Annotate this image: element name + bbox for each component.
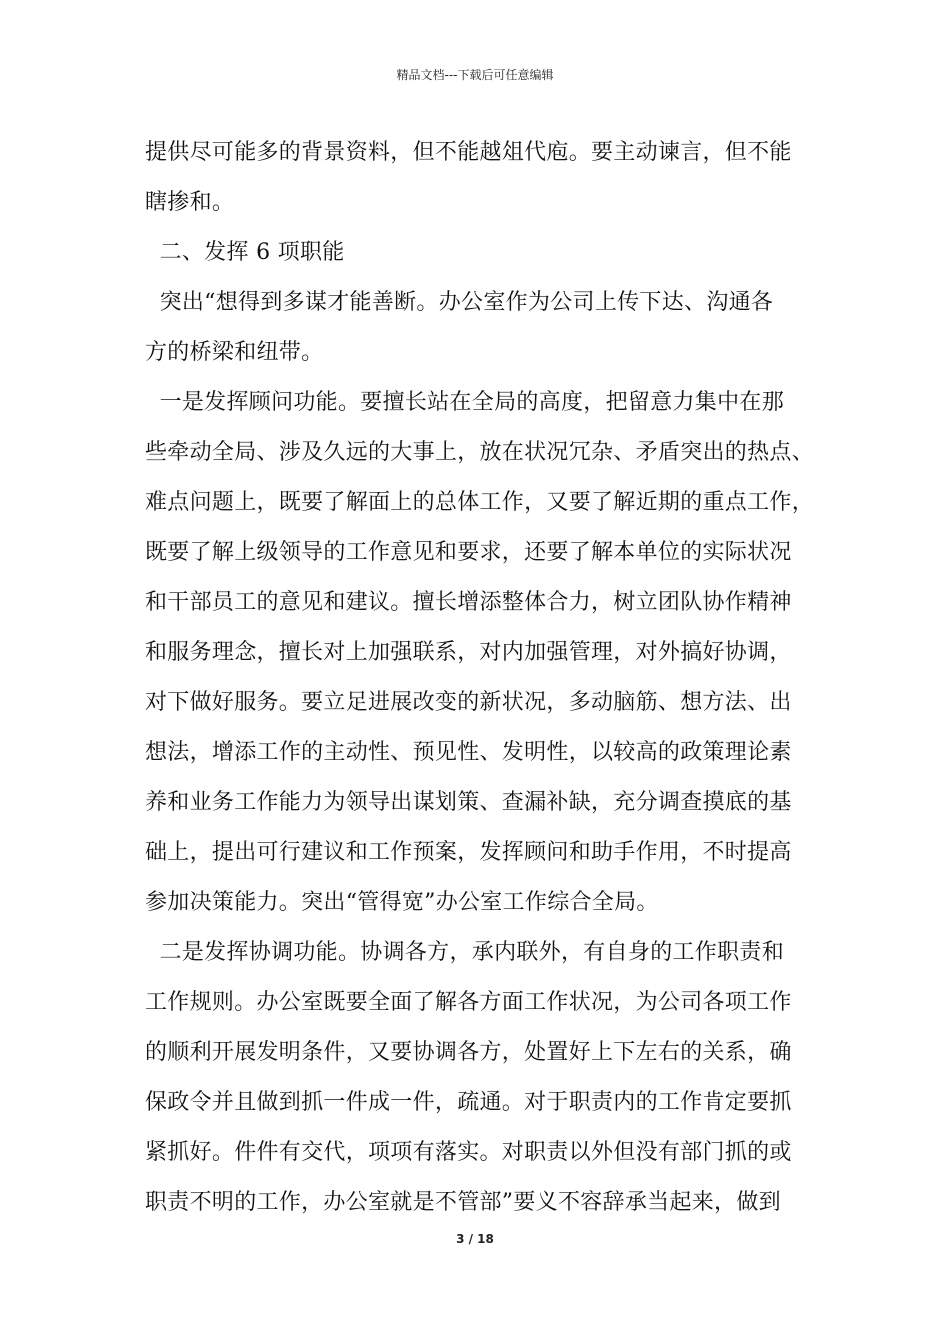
text-line: 一是发挥顾问功能。要擅长站在全局的高度，把留意力集中在那	[145, 390, 784, 415]
document-body	[145, 128, 825, 1228]
text-line: 既要了解上级领导的工作意见和要求，还要了解本单位的实际状况	[145, 540, 792, 565]
section-heading: 二、发挥 6 项职能	[145, 240, 345, 265]
text-line: 和干部员工的意见和建议。擅长增添整体合力，树立团队协作精神	[145, 590, 792, 615]
text-line: 参加决策能力。突出“管得宽”办公室工作综合全局。	[145, 890, 659, 915]
text-line: 保政令并且做到抓一件成一件，疏通。对于职责内的工作肯定要抓	[145, 1090, 792, 1115]
text-line: 二是发挥协调功能。协调各方，承内联外，有自身的工作职责和	[145, 940, 784, 965]
page-number: 3 / 18	[456, 1232, 494, 1246]
text-line: 对下做好服务。要立足进展改变的新状况，多动脑筋、想方法、出	[145, 690, 792, 715]
text-line: 的顺利开展发明条件，又要协调各方，处置好上下左右的关系，确	[145, 1040, 792, 1065]
text-line: 些牵动全局、涉及久远的大事上，放在状况冗杂、矛盾突出的热点、	[145, 440, 815, 465]
text-line: 职责不明的工作，办公室就是不管部”要义不容辞承当起来，做到	[145, 1190, 781, 1215]
page-header: 精品文档---下载后可任意编辑	[396, 68, 554, 82]
text-line: 想法，增添工作的主动性、预见性、发明性，以较高的政策理论素	[145, 740, 792, 765]
text-line: 方的桥梁和纽带。	[145, 340, 324, 365]
text-line: 工作规则。办公室既要全面了解各方面工作状况，为公司各项工作	[145, 990, 792, 1015]
text-line: 难点问题上，既要了解面上的总体工作，又要了解近期的重点工作，	[145, 490, 815, 515]
text-line: 瞎掺和。	[145, 190, 235, 215]
text-line: 紧抓好。件件有交代，项项有落实。对职责以外但没有部门抓的或	[145, 1140, 792, 1165]
text-line: 和服务理念，擅长对上加强联系，对内加强管理，对外搞好协调，	[145, 640, 792, 665]
text-line: 提供尽可能多的背景资料，但不能越俎代庖。要主动谏言，但不能	[145, 140, 792, 165]
text-line: 础上，提出可行建议和工作预案，发挥顾问和助手作用，不时提高	[145, 840, 792, 865]
text-line: 养和业务工作能力为领导出谋划策、查漏补缺，充分调查摸底的基	[145, 790, 792, 815]
text-line: 突出“想得到多谋才能善断。办公室作为公司上传下达、沟通各	[145, 290, 774, 315]
